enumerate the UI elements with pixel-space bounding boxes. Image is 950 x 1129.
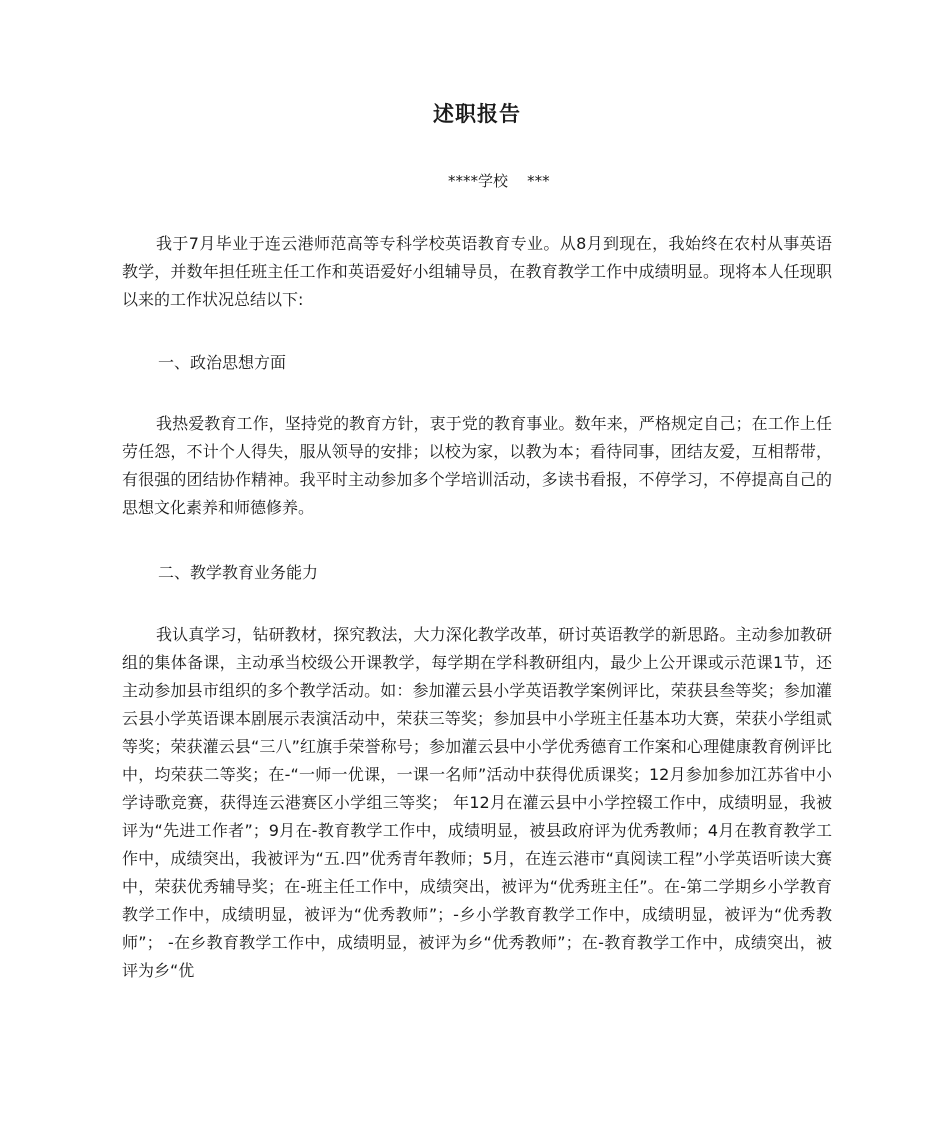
section-heading-teaching: 二、教学教育业务能力: [158, 563, 319, 582]
section-heading-politics: 一、政治思想方面: [158, 353, 287, 372]
intro-paragraph: 我于7月毕业于连云港师范高等专科学校英语教育专业。从8月到现在，我始终在农村从事英语教学，并数年担任班主任工作和英语爱好小组辅导员，在教育教学工作中成绩明显。现将本人任现职以来的工作状况总结以下:: [122, 234, 832, 309]
teaching-paragraph: 我认真学习，钻研教材，探究教法，大力深化教学改革，研讨英语教学的新思路。主动参加教研组的集体备课，主动承当校级公开课教学，每学期在学科教研组内，最少上公开课或示范课1节，还主动参加县市组织的多个教学活动。如：参加灌云县小学英语教学案例评比，荣获县叁等奖；参加灌云县小学英语课本剧展示表演活动中，荣获三等奖；参加县中小学班主任基本功大赛，荣获小学组贰等奖；荣获灌云县“三八”红旗手荣誉称号；参加灌云县中小学优秀德育工作案和心理健康教育例评比中，均荣获二等奖；在-“一师一优课，一课一名师”活动中获得优质课奖；12月参加参加江苏省中小学诗歌竞赛，获得连云港赛区小学组三等奖； 年12月在灌云县中小学控辍工作中，成绩明显，我被评为“先进工作者”；9月在-教育教学工作中，成绩明显，被县政府评为优秀教师；4月在教育教学工作中，成绩突出，我被评为“五.四”优秀青年教师；5月，在连云港市“真阅读工程”小学英语听读大赛中，荣获优秀辅导奖；在-班主任工作中，成绩突出，被评为“优秀班主任”。在-第二学期乡小学教育教学工作中，成绩明显，被评为“优秀教师”；-乡小学教育教学工作中，成绩明显，被评为“优秀教师”； -在乡教育教学工作中，成绩明显，被评为乡“优秀教师”；在-教育教学工作中，成绩突出，被评为乡“优: [122, 625, 832, 980]
politics-paragraph: 我热爱教育工作，坚持党的教育方针，衷于党的教育事业。数年来，严格规定自己；在工作上任劳任怨，不计个人得失，服从领导的安排；以校为家，以教为本；看待同事，团结友爱，互相帮带，有很强的团结协作精神。我平时主动参加多个学培训活动，多读书看报，不停学习，不停提高自己的思想文化素养和师德修养。: [122, 414, 832, 517]
author-line: ****学校 ***: [448, 172, 550, 190]
document-title: 述职报告: [433, 102, 521, 126]
